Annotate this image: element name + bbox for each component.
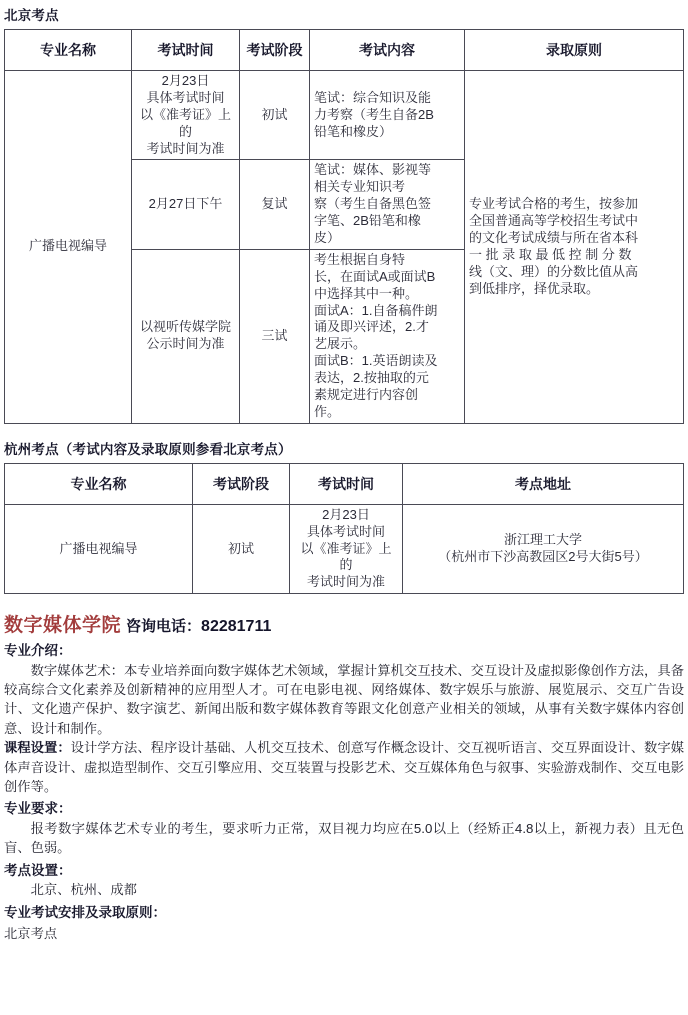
content-line: 察（考生自备黑色签	[314, 196, 432, 212]
phone-number: 82281711	[201, 618, 272, 636]
content-line: 面试A：1.自备稿件朗	[314, 302, 438, 318]
principle-line: 到低排序，择优录取。	[469, 280, 600, 296]
column-header-major: 专业名称	[5, 463, 193, 504]
cell-exam-time	[132, 160, 240, 249]
principle-line: 一 批 录 取 最 低 控 制 分 数	[469, 246, 632, 262]
requirements-text: 报考数字媒体艺术专业的考生，要求听力正常，双目视力均应在5.0以上（经矫正4.8以上，新视力表）且无色盲、色弱。	[4, 820, 684, 856]
cell-exam-content	[310, 71, 465, 160]
time-line: 以《准考证》上	[300, 540, 392, 556]
cell-exam-stage: 三试	[240, 249, 310, 423]
curriculum-paragraph	[4, 738, 684, 796]
column-header-exam-stage: 考试阶段	[193, 463, 290, 504]
column-header-admission-principle: 录取原则	[465, 30, 684, 71]
cell-exam-time	[290, 504, 403, 593]
content-line: 铅笔和橡皮）	[314, 123, 393, 139]
content-line: 素规定进行内容创	[314, 387, 419, 403]
beijing-exam-table	[4, 29, 684, 424]
content-line: 相关专业知识考	[314, 179, 406, 195]
cell-major: 广播电视编导	[5, 71, 132, 424]
college-heading	[4, 614, 688, 638]
principle-line: 专业考试合格的考生，按参加	[469, 196, 639, 212]
content-line: 考生根据自身特	[314, 251, 406, 267]
cell-major: 广播电视编导	[5, 504, 193, 593]
college-name: 数字媒体学院	[4, 615, 122, 637]
time-line: 2月27日下午	[148, 196, 223, 212]
cell-site-address	[403, 504, 684, 593]
cell-exam-time	[132, 71, 240, 160]
principle-line: 线（文、理）的分数比值从高	[469, 263, 639, 279]
table-row	[5, 504, 684, 593]
column-header-exam-stage: 考试阶段	[240, 30, 310, 71]
content-line: 皮）	[314, 230, 341, 246]
content-line: 艺展示。	[314, 336, 367, 352]
content-line: 面试B：1.英语朗读及	[314, 353, 438, 369]
time-line: 公示时间为准	[146, 336, 225, 352]
time-line: 具体考试时间	[146, 89, 225, 105]
address-line: 浙江理工大学	[503, 532, 582, 548]
phone-label: 咨询电话：	[126, 618, 202, 636]
content-line: 字笔、2B铅笔和橡	[314, 213, 421, 229]
arrangement-sub-label: 北京考点	[4, 926, 58, 942]
intro-label: 专业介绍：	[4, 643, 72, 659]
exam-sites-text: 北京、杭州、成都	[30, 882, 137, 898]
address-line: （杭州市下沙高教园区2号大街5号）	[438, 549, 648, 565]
content-line: 笔试：媒体、影视等	[314, 162, 432, 178]
exam-sites-label: 考点设置：	[4, 862, 72, 878]
time-line: 2月23日	[322, 506, 370, 522]
table-header-row	[5, 463, 684, 504]
table-header-row	[5, 30, 684, 71]
time-line: 的	[339, 557, 353, 573]
column-header-site-address: 考点地址	[403, 463, 684, 504]
content-line: 笔试：综合知识及能	[314, 89, 432, 105]
requirements-label: 专业要求：	[4, 801, 72, 817]
intro-text: 数字媒体艺术：本专业培养面向数字媒体艺术领域，掌握计算机交互技术、交互设计及虚拟影像创作方法，具备较高综合文化素养及创新精神的应用型人才。可在电影电视、网络媒体、数字娱乐与旅游、展览展示、交互广告设计、文化遗产保护、数字演艺、新闻出版和数字媒体教育等跟文化创意产业相关的领域，从事有关数字媒体内容创意、设计和制作。	[4, 662, 684, 736]
cell-exam-stage: 复试	[240, 160, 310, 249]
time-line: 考试时间为准	[146, 140, 225, 156]
time-line: 具体考试时间	[306, 523, 385, 539]
content-line: 诵及即兴评述，2.才	[314, 319, 429, 335]
table-row	[5, 71, 684, 160]
content-line: 力考察（考生自备2B	[314, 106, 434, 122]
content-line: 作。	[314, 403, 341, 419]
time-line: 以视听传媒学院	[139, 319, 231, 335]
content-line: 长，在面试A或面试B	[314, 268, 436, 284]
time-line: 考试时间为准	[306, 574, 385, 590]
curriculum-label: 课程设置：	[4, 740, 71, 756]
principle-line: 的文化考试成绩与所在省本科	[469, 230, 639, 246]
cell-exam-stage: 初试	[193, 504, 290, 593]
column-header-exam-time: 考试时间	[290, 463, 403, 504]
column-header-major: 专业名称	[5, 30, 132, 71]
cell-exam-time	[132, 249, 240, 423]
arrangement-label: 专业考试安排及录取原则：	[4, 904, 166, 920]
principle-line: 全国普通高等学校招生考试中	[469, 213, 639, 229]
hangzhou-exam-table	[4, 463, 684, 594]
cell-exam-content	[310, 249, 465, 423]
cell-admission-principle	[465, 71, 684, 424]
column-header-exam-content: 考试内容	[310, 30, 465, 71]
cell-exam-stage: 初试	[240, 71, 310, 160]
time-line: 以《准考证》上	[139, 106, 231, 122]
cell-exam-content	[310, 160, 465, 249]
content-line: 表达，2.按抽取的元	[314, 370, 429, 386]
hangzhou-section-label: 杭州考点（考试内容及录取原则参看北京考点）	[4, 441, 292, 457]
curriculum-text: 设计学方法、程序设计基础、人机交互技术、创意写作概念设计、交互视听语言、交互界面设计、数字媒体声音设计、虚拟造型制作、交互引擎应用、交互装置与投影艺术、交互媒体角色与叙事、实验游戏制作、交互电影创作等。	[4, 740, 685, 795]
beijing-section-label: 北京考点	[4, 8, 59, 23]
time-line: 的	[178, 123, 192, 139]
content-line: 中选择其中一种。	[314, 285, 419, 301]
time-line: 2月23日	[161, 73, 210, 88]
column-header-exam-time: 考试时间	[132, 30, 240, 71]
